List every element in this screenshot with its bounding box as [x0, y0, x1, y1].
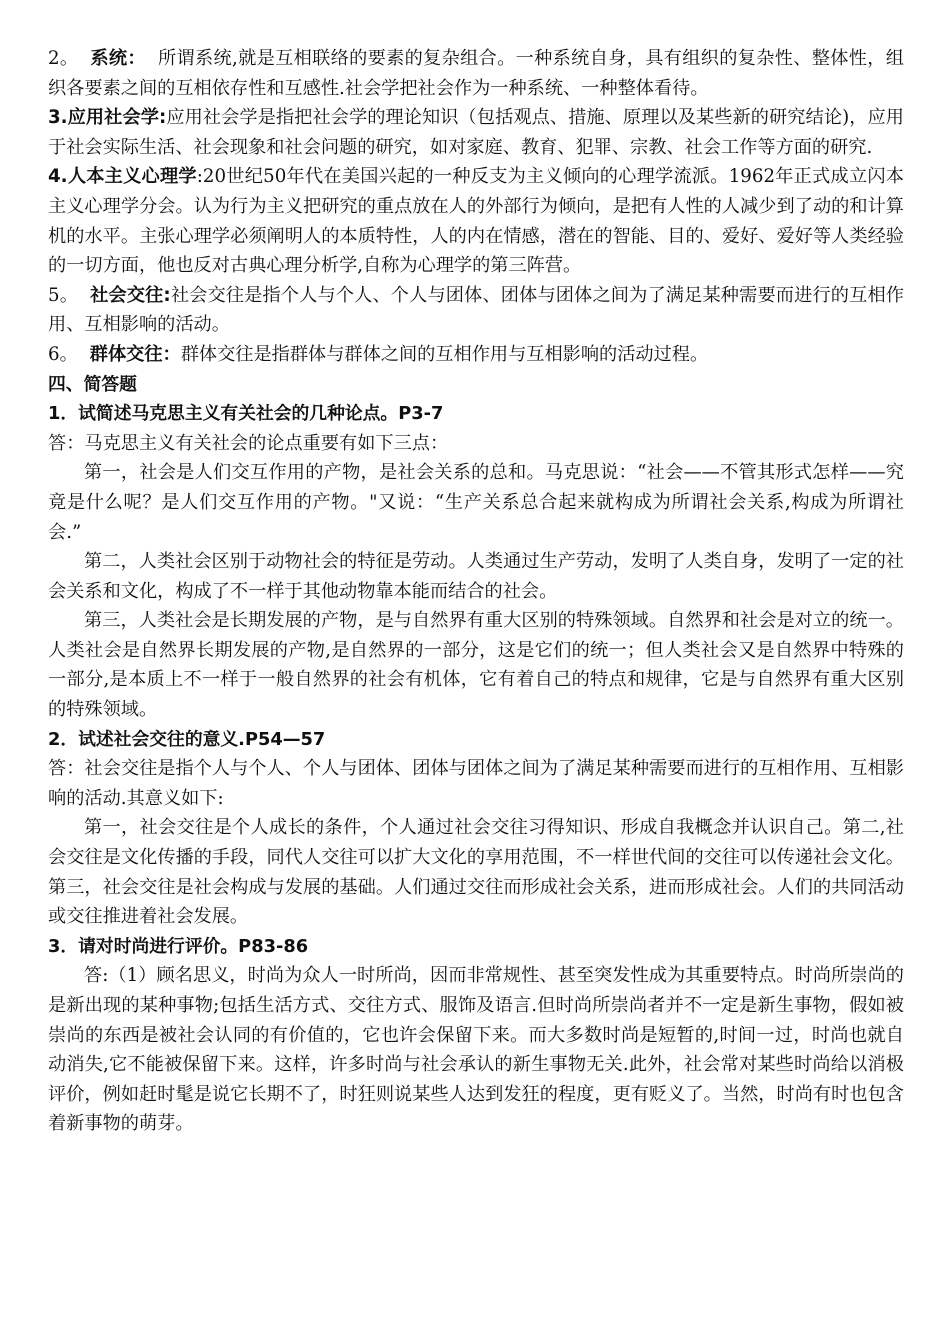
- question-3-title: 3．请对时尚进行评价。P83-86: [48, 935, 309, 957]
- question-2-paragraph: 第一，社会交往是个人成长的条件，个人通过社会交往习得知识、形成自我概念并认识自己。第二,社会交往是文化传播的手段，同代人交往可以扩大文化的享用范围，不一样世代间的交往可以传递社会文化。第三，社会交往是社会构成与发展的基础。人们通过交往而形成社会关系，进而形成社会。人们的共同活动或交往推进着社会发展。: [48, 817, 904, 928]
- definition-system: [48, 44, 904, 103]
- question-2-title: 2．试述社会交往的意义.P54—57: [48, 728, 326, 750]
- question-3-paragraph: 答:（1）顾名思义，时尚为众人一时所尚，因而非常规性、甚至突发性成为其重要特点。时尚所崇尚的是新出现的某种事物;包括生活方式、交往方式、服饰及语言.但时尚所崇尚者并不一定是新生事物，假如被崇尚的东西是被社会认同的有价值的，它也许会保留下来。而大多数时尚是短暂的,时间一过，时尚也就自动消失,它不能被保留下来。这样，许多时尚与社会承认的新生事物无关.此外，社会常对某些时尚给以消极评价，例如赶时髦是说它长期不了，时狂则说某些人达到发狂的程度，更有贬义了。当然，时尚有时也包含着新事物的萌芽。: [48, 965, 904, 1135]
- term-label: 群体交往：: [89, 343, 181, 365]
- definition-humanistic-psychology: [48, 162, 904, 280]
- item-number: 3.: [48, 107, 68, 129]
- document-page: [48, 44, 904, 1139]
- definition-social-interaction: [48, 281, 904, 340]
- question-1-paragraph: 第二，人类社会区别于动物社会的特征是劳动。人类通过生产劳动，发明了人类自身，发明了一定的社会关系和文化，构成了不一样于其他动物靠本能而结合的社会。: [48, 551, 904, 602]
- term-label: 系统：: [90, 48, 146, 69]
- definition-text: 所谓系统,就是互相联络的要素的复杂组合。一种系统自身，具有组织的复杂性、整体性，组织各要素之间的互相依存性和互感性.社会学把社会作为一种系统、一种整体看待。: [48, 48, 904, 99]
- item-number: 6。: [48, 343, 78, 365]
- question-1-paragraph: 第一，社会是人们交互作用的产物，是社会关系的总和。马克思说：“社会——不管其形式怎样——究竟是什么呢？是人们交互作用的产物。"又说：“生产关系总合起来就构成为所谓社会关系,构成为所谓社会.”: [48, 462, 904, 543]
- term-label: 人本主义心理学: [67, 166, 197, 188]
- question-2-answer-intro: 答：社会交往是指个人与个人、个人与团体、团体与团体之间为了满足某种需要而进行的互相作用、互相影响的活动.其意义如下:: [48, 758, 904, 809]
- question-1-title: 1．试简述马克思主义有关社会的几种论点。P3-7: [48, 403, 444, 425]
- item-number: 4.: [48, 166, 68, 188]
- item-number: 2。: [48, 48, 79, 69]
- definition-text: 应用社会学是指把社会学的理论知识（包括观点、措施、原理以及某些新的研究结论)，应用于社会实际生活、社会现象和社会问题的研究，如对家庭、教育、犯罪、宗教、社会工作等方面的研究.: [48, 107, 904, 158]
- definition-text: :20世纪50年代在美国兴起的一种反支为主义倾向的心理学流派。1962年正式成立闪本主义心理学分会。认为行为主义把研究的重点放在人的外部行为倾向，是把有人性的人减少到了动的和计算机的水平。主张心理学必须阐明人的本质特性，人的内在情感，潜在的智能、目的、爱好、爱好等人类经验的一切方面，他也反对古典心理分析学,自称为心理学的第三阵营。: [48, 166, 904, 277]
- question-1-answer-intro: 答：马克思主义有关社会的论点重要有如下三点：: [48, 432, 449, 454]
- definition-group-interaction: [48, 340, 904, 370]
- term-label: 应用社会学:: [67, 107, 167, 129]
- definition-applied-sociology: [48, 103, 904, 162]
- definition-text: 群体交往是指群体与群体之间的互相作用与互相影响的活动过程。: [180, 343, 709, 365]
- definition-text: 社会交往是指个人与个人、个人与团体、团体与团体之间为了满足某种需要而进行的互相作用、互相影响的活动。: [48, 284, 904, 336]
- item-number: 5。: [48, 284, 79, 306]
- section-title: 四、简答题: [48, 373, 137, 395]
- question-1-paragraph: 第三，人类社会是长期发展的产物，是与自然界有重大区别的特殊领域。自然界和社会是对立的统一。人类社会是自然界长期发展的产物,是自然界的一部分，这是它们的统一；但人类社会又是自然界中特殊的一部分,是本质上不一样于一般自然界的社会有机体，它有着自己的特点和规律，它是与自然界有重大区别的特殊领域。: [48, 610, 904, 721]
- term-label: 社会交往:: [90, 284, 171, 306]
